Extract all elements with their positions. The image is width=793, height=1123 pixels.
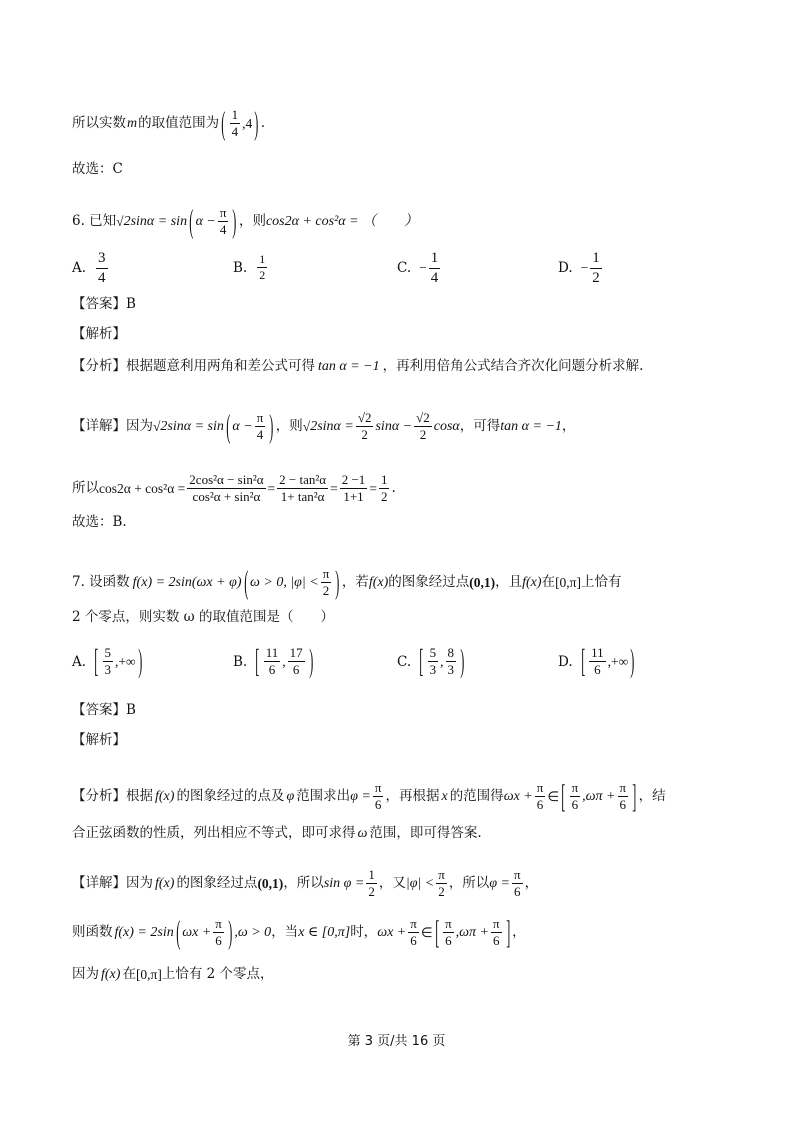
answer-value: B bbox=[126, 702, 136, 718]
text: ，再利用倍角公式结合齐次化问题分析求解. bbox=[382, 358, 644, 375]
math: ∈ bbox=[547, 789, 560, 805]
math: = bbox=[330, 481, 338, 497]
text: 在 bbox=[541, 574, 556, 591]
sign: − bbox=[419, 260, 427, 275]
math: 2sinα = sin bbox=[123, 213, 188, 229]
math: tan α = −1 bbox=[500, 418, 562, 434]
xiangjie-7-c bbox=[72, 968, 274, 982]
math: 2sinα = bbox=[310, 418, 354, 434]
text: ，又 bbox=[378, 875, 406, 892]
fraction: $\frac{\pi}{6}$ bbox=[514, 867, 521, 900]
fraction: $\frac{3}{4}$ bbox=[98, 250, 106, 286]
option-label: C. bbox=[397, 260, 412, 276]
paren: ( bbox=[175, 914, 180, 951]
math: tan α = −1 bbox=[318, 359, 380, 374]
xiangjie-6 bbox=[72, 408, 576, 445]
fenxi-tag: 【分析】 bbox=[72, 788, 126, 805]
fraction: $\frac{11}{6}$ bbox=[591, 645, 604, 678]
math: φ = bbox=[489, 875, 511, 891]
fraction: $\frac{\pi}{6}$ bbox=[493, 916, 500, 949]
analysis-7 bbox=[72, 734, 126, 748]
math: α − bbox=[195, 213, 216, 229]
question-number: 6. 已知 bbox=[72, 213, 117, 230]
math: ω > 0, |φ| < bbox=[250, 574, 319, 590]
math: ∈ bbox=[420, 925, 433, 941]
text: ，结 bbox=[638, 788, 666, 805]
fraction: $\frac{2 -1}{1+1}$ bbox=[341, 472, 366, 505]
var-m: m bbox=[127, 115, 138, 131]
math: x ∈ [0,π] bbox=[298, 924, 351, 940]
text: 的图象经过点 bbox=[176, 875, 258, 892]
paren: ) bbox=[335, 564, 340, 601]
math: = bbox=[267, 481, 276, 497]
fraction: $\frac{1}{4}$ bbox=[231, 107, 239, 140]
text: . bbox=[391, 480, 396, 497]
option-label: C. bbox=[397, 653, 412, 670]
text: ，若 bbox=[341, 574, 369, 591]
text: 根据题意利用两角和差公式可得 bbox=[126, 358, 315, 375]
page-footer: 第 3 页/共 16 页 bbox=[347, 1034, 446, 1049]
option-label: D. bbox=[558, 653, 573, 670]
xiangjie-tag: 【详解】 bbox=[72, 875, 126, 892]
answer-7 bbox=[72, 704, 136, 718]
text: ，所以 bbox=[283, 875, 324, 892]
bracket: [ bbox=[255, 642, 260, 679]
text: 范围求出 bbox=[296, 788, 351, 805]
math: cosα bbox=[433, 418, 460, 434]
text: 因为 bbox=[126, 875, 153, 892]
text: . bbox=[260, 115, 266, 132]
fraction: $\frac{\pi}{2}$ bbox=[438, 867, 445, 900]
bracket: [ bbox=[419, 642, 424, 679]
fraction: $\frac{\pi}{4}$ bbox=[219, 205, 227, 238]
math: f(x) bbox=[101, 967, 121, 982]
xiangjie-tag: 【详解】 bbox=[72, 418, 126, 435]
fraction: $\frac{\text{2 − tan²α}}{\text{1+ tan²α}}$ bbox=[279, 472, 327, 505]
fraction: $\frac{√2}{2}$ bbox=[416, 410, 430, 443]
solution-6 bbox=[72, 473, 396, 505]
option-a bbox=[72, 250, 110, 286]
text: ，可得 bbox=[459, 418, 501, 435]
math: sinα − bbox=[375, 418, 413, 434]
option-label: A. bbox=[72, 653, 87, 670]
paren: ( bbox=[189, 203, 194, 240]
fraction: $\frac{5}{3}$ bbox=[104, 645, 112, 678]
text: 时， bbox=[350, 924, 378, 941]
math: f(x) bbox=[522, 574, 542, 590]
xiangjie-7-b bbox=[72, 914, 526, 951]
text: ， bbox=[524, 875, 539, 892]
math: cos2α + cos²α = bbox=[99, 481, 186, 497]
math: α − bbox=[232, 418, 253, 434]
option-c bbox=[397, 250, 442, 286]
option-a bbox=[72, 642, 144, 679]
text: 因为 bbox=[126, 418, 153, 435]
paren: ) bbox=[630, 642, 635, 679]
math: ,ω > 0 bbox=[234, 924, 272, 940]
text: 上恰有 bbox=[581, 574, 622, 591]
math: f(x) bbox=[155, 788, 175, 804]
math: x bbox=[441, 788, 448, 804]
paren: ) bbox=[137, 642, 142, 679]
text: ， bbox=[561, 418, 576, 435]
text: 上恰有 2 个零点， bbox=[161, 966, 274, 983]
fraction: $\frac{5}{3}$ bbox=[429, 645, 437, 678]
math: ω bbox=[357, 826, 368, 841]
math: ωx + bbox=[377, 924, 407, 940]
option-label: A. bbox=[72, 260, 87, 276]
comma: , bbox=[282, 653, 286, 669]
math: ,+∞ bbox=[115, 653, 136, 669]
answer-range-line bbox=[72, 105, 266, 142]
math: |φ| < bbox=[405, 875, 435, 891]
fraction: $\frac{\pi}{6}$ bbox=[374, 780, 382, 813]
math: ,+∞ bbox=[607, 653, 629, 669]
fraction: $\frac{\pi}{6}$ bbox=[215, 916, 222, 949]
answer-tag: 【答案】 bbox=[72, 296, 126, 312]
paren: ( bbox=[221, 105, 226, 142]
fraction: $\frac{\pi}{6}$ bbox=[619, 780, 627, 813]
math: ,ωπ + bbox=[455, 924, 490, 940]
text: 的图象经过的点及 bbox=[176, 788, 285, 805]
text: ，则 bbox=[275, 418, 303, 435]
option-d bbox=[558, 642, 637, 679]
paren: ) bbox=[254, 105, 259, 142]
choice-line bbox=[72, 163, 123, 177]
text: 合正弦函数的性质，列出相应不等式，即可求得 bbox=[72, 825, 356, 842]
text: 所以 bbox=[72, 480, 99, 497]
option-d bbox=[558, 250, 604, 286]
text: ,4 bbox=[242, 116, 253, 132]
fraction: $\frac{1}{4}$ bbox=[430, 250, 439, 286]
math: φ = bbox=[350, 788, 371, 804]
math: f(x) bbox=[155, 875, 175, 891]
bracket: ] bbox=[505, 914, 510, 951]
math: [0,π] bbox=[555, 575, 581, 591]
text: 的图象经过点 bbox=[388, 574, 470, 591]
question-number: 7. 设函数 bbox=[72, 574, 130, 591]
question-7 bbox=[72, 564, 622, 601]
option-c bbox=[397, 642, 467, 679]
text: 故选：B. bbox=[72, 514, 127, 530]
choice-line-6 bbox=[72, 516, 127, 530]
text: 所以实数 bbox=[72, 115, 126, 132]
fraction: $\frac{1}{2}$ bbox=[259, 252, 266, 283]
text: 根据 bbox=[126, 788, 153, 805]
math: = bbox=[369, 481, 377, 497]
math: [0,π] bbox=[135, 967, 162, 983]
math: ωx + bbox=[503, 788, 533, 804]
text: ，再根据 bbox=[385, 788, 440, 805]
text: ，且 bbox=[495, 574, 523, 591]
fraction: $\frac{1}{2}$ bbox=[380, 472, 388, 505]
question-6 bbox=[72, 203, 419, 240]
text: 的范围得 bbox=[449, 788, 504, 805]
fraction: $\frac{11}{6}$ bbox=[265, 645, 279, 678]
analysis-tag: 【解析】 bbox=[72, 326, 126, 342]
math: ωx + bbox=[182, 924, 212, 940]
math: f(x) bbox=[368, 574, 389, 590]
fenxi-tag: 【分析】 bbox=[72, 358, 126, 375]
text: ，则 bbox=[238, 213, 266, 230]
paren: ) bbox=[460, 642, 465, 679]
text: ， bbox=[512, 924, 526, 941]
math: φ bbox=[286, 788, 295, 804]
text: 2 个零点，则实数 ω 的取值范围是（ ） bbox=[72, 609, 334, 625]
bracket: [ bbox=[561, 778, 566, 815]
analysis-tag: 【解析】 bbox=[72, 732, 126, 748]
sqrt: √ bbox=[153, 419, 161, 435]
fraction: $\frac{\pi}{2}$ bbox=[322, 566, 330, 599]
bracket: [ bbox=[434, 914, 439, 951]
text: 则函数 bbox=[72, 924, 113, 941]
fraction: $\frac{8}{3}$ bbox=[447, 645, 455, 678]
math: (0,1) bbox=[469, 575, 496, 591]
paren: ) bbox=[232, 203, 237, 240]
paren: ) bbox=[269, 408, 274, 445]
text: 范围，即可得答案. bbox=[369, 825, 482, 842]
sign: − bbox=[580, 260, 589, 275]
fraction: $\frac{17}{6}$ bbox=[289, 645, 303, 678]
fraction: $\frac{\text{2cos²α − sin²α}}{\text{cos²α + sin²α}}$ bbox=[189, 472, 264, 505]
option-label: B. bbox=[233, 653, 248, 670]
xiangjie-7 bbox=[72, 868, 538, 900]
paren: ) bbox=[308, 642, 313, 679]
fenxi-7 bbox=[72, 778, 666, 815]
option-b bbox=[233, 253, 269, 282]
bracket: [ bbox=[580, 642, 585, 679]
bracket: [ bbox=[94, 642, 99, 679]
text: ，当 bbox=[271, 924, 299, 941]
paren: ) bbox=[228, 914, 233, 951]
sqrt: √ bbox=[302, 419, 311, 435]
bracket: ] bbox=[632, 778, 637, 815]
fraction: $\frac{1}{2}$ bbox=[368, 867, 375, 900]
option-label: B. bbox=[233, 259, 248, 276]
comma: , bbox=[440, 653, 444, 669]
text: 的取值范围为 bbox=[138, 115, 220, 132]
sqrt: √ bbox=[116, 214, 124, 230]
math: cos2α + cos²α = （ ） bbox=[265, 213, 419, 229]
math: f(x) = 2sin(ωx + φ) bbox=[132, 574, 242, 590]
text: 故选：C bbox=[72, 161, 123, 177]
text: 因为 bbox=[72, 966, 99, 983]
math: f(x) = 2sin bbox=[114, 924, 174, 940]
answer-value: B bbox=[126, 296, 136, 312]
math: 2sinα = sin bbox=[160, 418, 224, 434]
text: 在 bbox=[122, 966, 136, 983]
fraction: $\frac{\pi}{6}$ bbox=[445, 916, 452, 949]
math: ,ωπ + bbox=[582, 788, 616, 804]
fraction: $\frac{\pi}{6}$ bbox=[410, 916, 417, 949]
answer-6 bbox=[72, 298, 136, 312]
fraction: $\frac{\pi}{4}$ bbox=[256, 410, 264, 443]
question-7-cont bbox=[72, 611, 334, 625]
option-b bbox=[233, 642, 315, 679]
paren: ( bbox=[226, 408, 231, 445]
fenxi-6 bbox=[72, 360, 643, 374]
fraction: $\frac{\pi}{6}$ bbox=[536, 780, 544, 813]
fraction: $\frac{\pi}{6}$ bbox=[571, 780, 579, 813]
analysis-6 bbox=[72, 328, 126, 342]
paren: ( bbox=[243, 564, 248, 601]
fenxi-7-cont bbox=[72, 827, 482, 841]
math: (0,1) bbox=[257, 876, 284, 892]
fraction: $\frac{√2}{2}$ bbox=[357, 410, 372, 443]
option-label: D. bbox=[558, 260, 573, 276]
math: sin φ = bbox=[323, 875, 365, 891]
answer-tag: 【答案】 bbox=[72, 702, 126, 718]
text: ，所以 bbox=[448, 875, 490, 892]
fraction: $\frac{1}{2}$ bbox=[592, 250, 600, 286]
